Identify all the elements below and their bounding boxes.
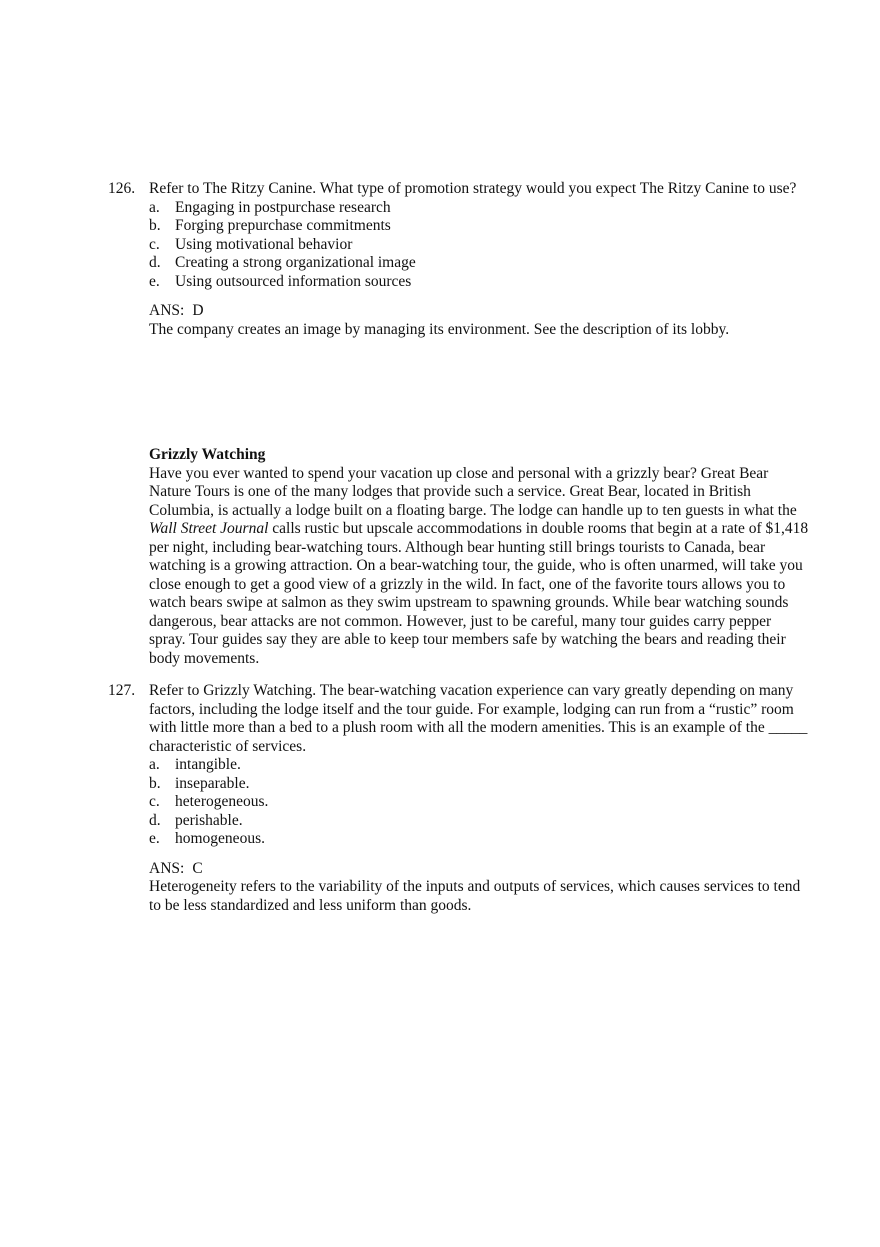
option-c	[149, 793, 809, 812]
option-text: Using outsourced information sources	[175, 272, 412, 290]
option-b	[149, 217, 809, 236]
option-a	[149, 756, 809, 775]
answer-block	[149, 302, 809, 339]
answer-value: D	[192, 302, 204, 319]
options-list	[149, 199, 809, 292]
option-text: Creating a strong organizational image	[175, 254, 416, 271]
question-number: 127.	[108, 682, 136, 699]
option-a	[149, 199, 809, 218]
option-letter: a.	[149, 756, 160, 773]
option-text: inseparable.	[175, 774, 250, 792]
answer-label: ANS:	[149, 859, 185, 877]
option-letter: c.	[149, 235, 160, 253]
option-e	[149, 830, 809, 849]
case-text	[149, 465, 809, 669]
question-number: 126.	[108, 180, 136, 197]
case-text-part-1: Have you ever wanted to spend your vacation up close and personal with a grizzly bear? Great Bear Nature Tours is one of the many lodges that provide such a service. Great Bear, located in British Columbia, is actually a lodge built on a floating barge. The lodge can handle up to ten guests in what the	[149, 464, 797, 519]
answer-line	[149, 302, 809, 321]
option-b	[149, 775, 809, 794]
option-text: Forging prepurchase commitments	[175, 217, 391, 234]
option-letter: b.	[149, 774, 161, 792]
option-d	[149, 812, 809, 831]
option-c	[149, 236, 809, 255]
question-stem: Refer to Grizzly Watching. The bear-watching vacation experience can vary greatly depending on many factors, including the lodge itself and the tour guide. For example, lodging can run from a “rustic” room with little more than a bed to a plush room with all the modern amenities. This is an example of the _____ characteristic of services.	[149, 682, 808, 755]
answer-block	[149, 860, 809, 916]
option-letter: a.	[149, 198, 160, 216]
options-list	[149, 756, 809, 849]
option-letter: b.	[149, 217, 161, 234]
case-grizzly-watching	[149, 446, 809, 668]
case-title: Grizzly Watching	[149, 446, 266, 463]
option-text: homogeneous.	[175, 830, 265, 847]
answer-value: C	[192, 859, 203, 877]
option-text: Engaging in postpurchase research	[175, 198, 391, 216]
option-letter: e.	[149, 830, 160, 847]
option-text: perishable.	[175, 811, 243, 829]
option-e	[149, 273, 809, 292]
option-text: intangible.	[175, 756, 241, 773]
case-text-publication: Wall Street Journal	[149, 520, 269, 537]
option-letter: e.	[149, 272, 160, 290]
answer-explanation: The company creates an image by managing its environment. See the description of its lobby.	[149, 320, 730, 338]
question-body	[149, 180, 809, 339]
option-d	[149, 254, 809, 273]
option-letter: d.	[149, 811, 161, 829]
question-stem: Refer to The Ritzy Canine. What type of promotion strategy would you expect The Ritzy Canine to use?	[149, 180, 797, 197]
option-text: Using motivational behavior	[175, 235, 353, 253]
question-body	[149, 682, 809, 915]
option-text: heterogeneous.	[175, 793, 269, 810]
option-letter: c.	[149, 793, 160, 810]
answer-label: ANS:	[149, 302, 185, 319]
case-text-part-2: calls rustic but upscale accommodations in double rooms that begin at a rate of $1,418 per night, including bear-watching tours. Although bear hunting still brings tourists to Canada, bear watching is a growing attraction. On a bear-watching tour, the guide, who is often unarmed, will take you close enough to get a good view of a grizzly in the wild. In fact, one of the favorite tours allows you to watch bears swipe at salmon as they swim upstream to spawning grounds. While bear watching sounds dangerous, bear attacks are not common. However, just to be careful, many tour guides carry pepper spray. Tour guides say they are able to keep tour members safe by watching the bears and reading their body movements.	[149, 520, 809, 667]
answer-explanation: Heterogeneity refers to the variability of the inputs and outputs of services, which causes services to tend to be less standardized and less uniform than goods.	[149, 878, 801, 914]
answer-line	[149, 860, 809, 879]
option-letter: d.	[149, 254, 161, 271]
